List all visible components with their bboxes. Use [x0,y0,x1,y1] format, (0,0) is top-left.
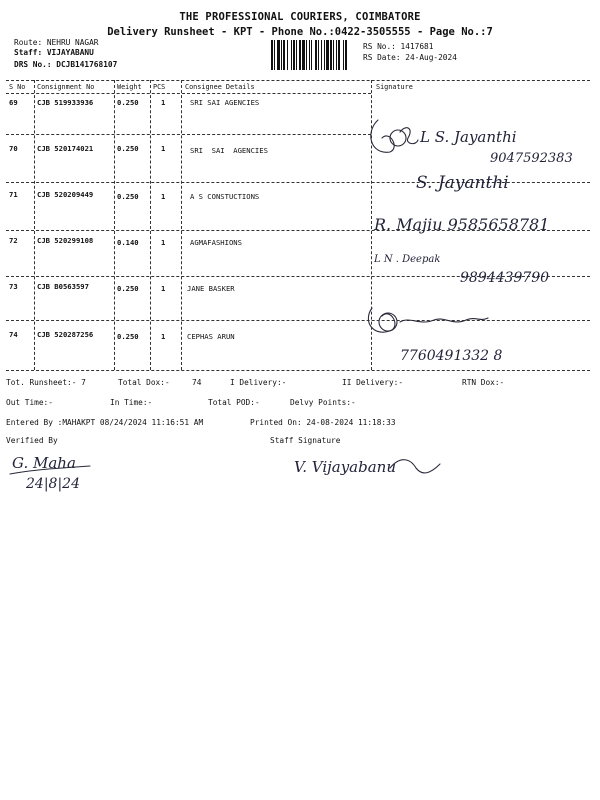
total-runsheet: Tot. Runsheet:- 7 [6,378,86,387]
barcode-bar [338,40,340,70]
column-header-weight: Weight [117,83,142,91]
row-sno: 74 [9,330,18,339]
column-header-sno: S No [9,83,26,91]
column-header-signature: Signature [376,83,413,91]
runsheet-title: Delivery Runsheet - KPT - Phone No.:0422-3505555 - Page No.:7 [107,26,493,38]
barcode-bar [281,40,282,70]
signature-text: L S. Jayanthi [420,128,517,146]
drs-number: DRS No.: DCJB141768107 [14,60,118,69]
signature-scribble [371,120,418,152]
row-consignment: CJB 520174021 [37,144,94,153]
row-consignee: SRI SAI AGENCIES [190,98,260,107]
total-dox-value: 74 [192,378,202,387]
row-sno: 72 [9,236,18,245]
barcode-image [270,40,356,70]
row-sno: 71 [9,190,18,199]
staff-signature-handwriting: V. Vijayabanu [294,458,396,476]
column-header-consignment: Consignment No [37,83,95,91]
i-delivery-label: I Delivery:- [230,378,287,387]
row-consignee: AGMAFASHIONS [190,238,242,247]
column-divider [150,80,151,370]
barcode-bar [345,40,347,70]
row-pcs: 1 [161,98,166,107]
staff-signature-label: Staff Signature [270,436,341,445]
signature-text: R. Majiu 9585658781 [374,215,550,234]
column-divider [181,80,182,370]
barcode-bar [309,40,310,70]
row-weight: 0.250 [117,192,139,201]
column-divider [34,80,35,370]
row-consignee: SRI SAI AGENCIES [190,146,268,155]
column-header-pcs: PCS [153,83,166,91]
row-consignee: A S CONSTUCTIONS [190,192,260,201]
entered-by: Entered By :MAHAKPT 08/24/2024 11:16:51 AM [6,418,204,427]
barcode-bar [296,40,297,70]
column-header-consignee: Consignee Details [185,83,255,91]
row-consignment: CJB 520209449 [37,190,94,199]
barcode-bar [324,40,325,70]
barcode-bar [336,40,337,70]
row-pcs: 1 [161,332,166,341]
staff-label: Staff: VIJAYABANU [14,48,94,57]
delvy-points-label: Delvy Points:- [290,398,356,407]
route-label: Route: NEHRU NAGAR [14,38,99,47]
signature-scribble [368,308,488,332]
company-name: THE PROFESSIONAL COURIERS, COIMBATORE [179,11,421,23]
barcode-bar [287,40,288,70]
rs-date: RS Date: 24-Aug-2024 [363,53,457,62]
row-consignment: CJB 519933936 [37,98,94,107]
barcode-bar [326,40,329,70]
barcode-bar [321,40,322,70]
barcode-bar [274,40,275,70]
row-weight: 0.140 [117,238,139,247]
signature-marks [360,110,590,370]
barcode-bar [283,40,285,70]
ii-delivery-label: II Delivery:- [342,378,404,387]
barcode-bar [299,40,301,70]
table-bottom-rule [6,370,590,371]
barcode-bar [311,40,312,70]
verifier-date-handwriting: 24|8|24 [26,476,80,492]
signature-text: L N . Deepak [374,254,441,265]
row-weight: 0.250 [117,332,139,341]
barcode-bar [277,40,280,70]
barcode-bar [291,40,292,70]
row-weight: 0.250 [117,284,139,293]
rtn-dox-label: RTN Dox:- [462,378,505,387]
row-pcs: 1 [161,192,166,201]
row-weight: 0.250 [117,98,139,107]
total-dox-label: Total Dox:- [118,378,170,387]
row-sno: 70 [9,144,18,153]
barcode-bar [271,40,273,70]
barcode-bar [315,40,317,70]
verifier-signature [6,448,116,498]
signature-flourish [390,460,440,473]
row-sno: 73 [9,282,18,291]
barcode-bar [318,40,319,70]
barcode-bar [333,40,334,70]
signature-text: 9894439790 [460,270,550,286]
signature-text: S. Jayanthi [416,173,509,193]
row-consignee: CEPHAS ARUN [187,332,235,341]
barcode-bar [343,40,344,70]
rs-number: RS No.: 1417681 [363,42,434,51]
table-top-rule [6,80,590,81]
staff-signature [290,448,460,488]
column-divider [114,80,115,370]
verifier-name-handwriting: G. Maha [12,454,76,472]
out-time-label: Out Time:- [6,398,53,407]
row-pcs: 1 [161,238,166,247]
row-consignment: CJB B0563597 [37,282,89,291]
barcode-bar [302,40,305,70]
table-header-rule [6,93,371,94]
total-pod-label: Total POD:- [208,398,260,407]
row-rule [6,134,371,135]
signature-text: 9047592383 [490,151,573,166]
signature-circle [390,130,406,146]
printed-on: Printed On: 24-08-2024 11:18:33 [250,418,396,427]
barcode-bar [330,40,332,70]
in-time-label: In Time:- [110,398,153,407]
row-pcs: 1 [161,144,166,153]
row-sno: 69 [9,98,18,107]
row-consignment: CJB 520287256 [37,330,94,339]
row-weight: 0.250 [117,144,139,153]
barcode-bar [306,40,307,70]
row-consignment: CJB 520299108 [37,236,94,245]
signature-text: 7760491332 8 [400,348,503,364]
row-pcs: 1 [161,284,166,293]
verified-by-label: Verified By [6,436,58,445]
barcode-bar [293,40,295,70]
row-consignee: JANE BASKER [187,284,235,293]
